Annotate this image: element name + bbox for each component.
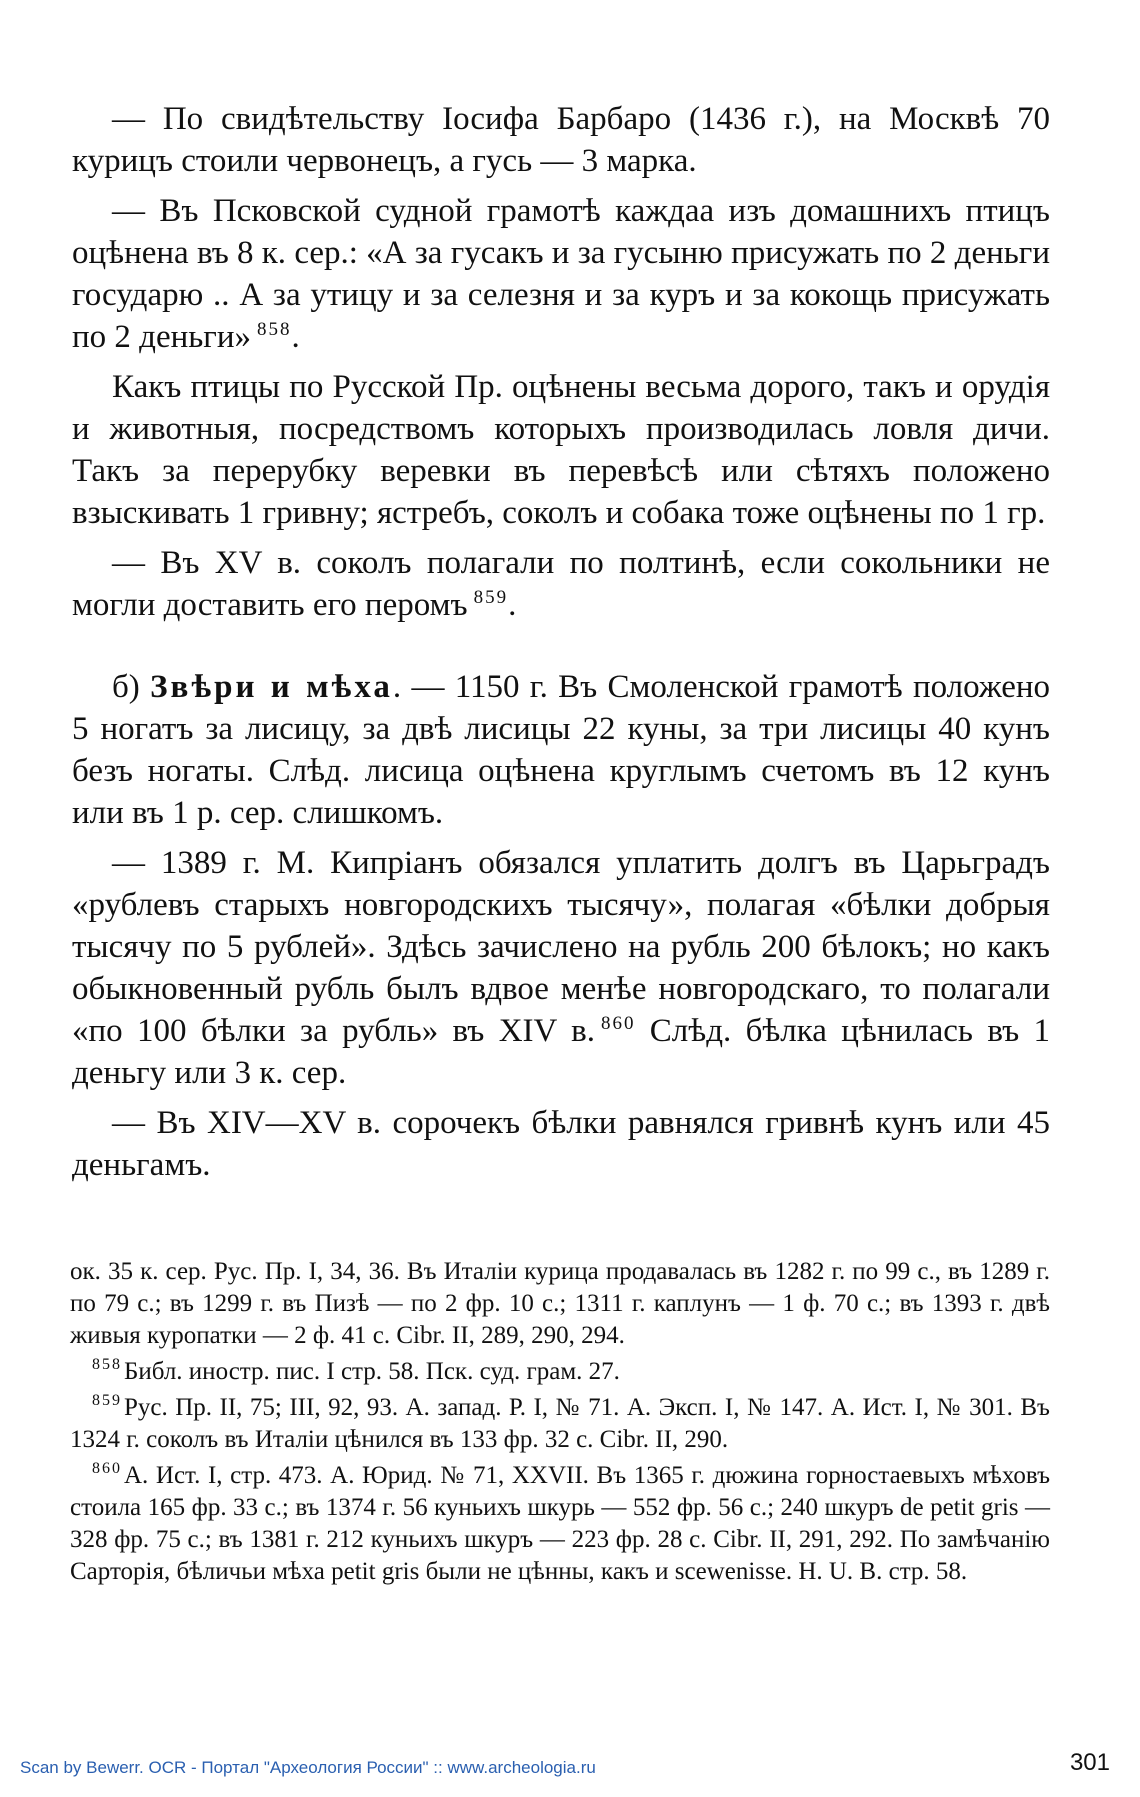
page-number: 301 [1069,1749,1110,1776]
paragraph: — 1389 г. М. Кипріанъ обязался уплатить долгъ въ Царьградъ «рублевъ старыхъ новгородскихъ тысячу», полагая «бѣлки добрыя тысячу по 5 рублей». Здѣсь зачислено на рубль 200 бѣлокъ; но какъ обыкновенный рубль былъ вдвое менѣе новгородскаго, то полагали «по 100 бѣлки за рубль» въ XIV в. $^{860}$ Слѣд. бѣлка цѣнилась въ 1 деньгу или 3 к. сер. [72,845,1050,1091]
footnote-ref: 858 [257,319,292,340]
paragraph: — Въ XV в. соколъ полагали по полтинѣ, если сокольники не могли доставить его перомъ $^{859}$. [72,545,1050,623]
footnotes [70,1256,1050,1592]
scan-source-link[interactable]: Scan by Bewerr. OCR - Портал "Археология России" :: www.archeologia.ru [20,1758,596,1777]
footnote-number: 858 [92,1356,122,1373]
footnote-ref: 860 [600,1013,636,1034]
footnote-number: 859 [92,1392,122,1409]
paragraph: б) Звѣри и мѣха. — 1150 г. Въ Смоленской грамотѣ положено 5 ногатъ за лисицу, за двѣ лисицы 22 куны, за три лисицы 40 кунъ безъ ногаты. Слѣд. лисица оцѣнена круглымъ счетомъ въ 12 кунъ или въ 1 р. сер. слишкомъ. [72,669,1050,831]
main-text [72,98,1050,1194]
paragraph: — Въ Псковской судной грамотѣ каждаа изъ домашнихъ птицъ оцѣнена въ 8 к. сер.: «А за гусакъ и за гусыню присужать по 2 деньги государю .. А за утицу и за селезня и за куръ и за кокощь присужать по 2 деньги» $^{858}$. [72,193,1050,355]
footnote-number: 860 [92,1460,122,1477]
footnote: $^{859}$Рус. Пр. II, 75; III, 92, 93. А. запад. Р. I, № 71. А. Эксп. I, № 147. А. Ист. I, № 301. Въ 1324 г. соколъ въ Италіи цѣнился въ 133 фр. 32 с. Cibr. II, 290. [70,1392,1050,1453]
footnote: ок. 35 к. сер. Рус. Пр. I, 34, 36. Въ Италіи курица продавалась въ 1282 г. по 99 с., въ 1289 г. по 79 с.; въ 1299 г. въ Пизѣ — по 2 фр. 10 с.; 1311 г. каплунъ — 1 ф. 70 с.; въ 1393 г. двѣ живыя куропатки — 2 ф. 41 с. Cibr. II, 289, 290, 294. [70,1258,1050,1349]
paragraph: — Въ XIV—XV в. сорочекъ бѣлки равнялся гривнѣ кунъ или 45 деньгамъ. [72,1105,1050,1183]
footnote-ref: 859 [473,587,509,608]
footnote: $^{860}$А. Ист. I, стр. 473. А. Юрид. № 71, XXVII. Въ 1365 г. дюжина горностаевыхъ мѣховъ стоила 165 фр. 33 с.; въ 1374 г. 56 куньихъ шкурь — 552 фр. 56 с.; 240 шкуръ de petit gris — 328 фр. 75 с.; въ 1381 г. 212 куньихъ шкуръ — 223 фр. 28 с. Cibr. II, 291, 292. По замѣчанію Сарторія, бѣличьи мѣха petit gris были не цѣнны, какъ и scewenisse. H. U. B. стр. 58. [70,1460,1050,1585]
section-heading: Звѣри и мѣха [150,669,393,705]
footnote: $^{858}$Библ. иностр. пис. I стр. 58. Пск. суд. грам. 27. [92,1356,620,1385]
paragraph: Какъ птицы по Русской Пр. оцѣнены весьма дорого, такъ и орудія и животныя, посредствомъ которыхъ производилась ловля дичи. Такъ за перерубку веревки въ перевѣсѣ или сѣтяхъ положено взыскивать 1 гривну; ястребъ, соколъ и собака тоже оцѣнены по 1 гр. [72,369,1050,531]
paragraph: — По свидѣтельству Іосифа Барбаро (1436 г.), на Москвѣ 70 курицъ стоили червонецъ, а гусь — 3 марка. [72,101,1050,179]
